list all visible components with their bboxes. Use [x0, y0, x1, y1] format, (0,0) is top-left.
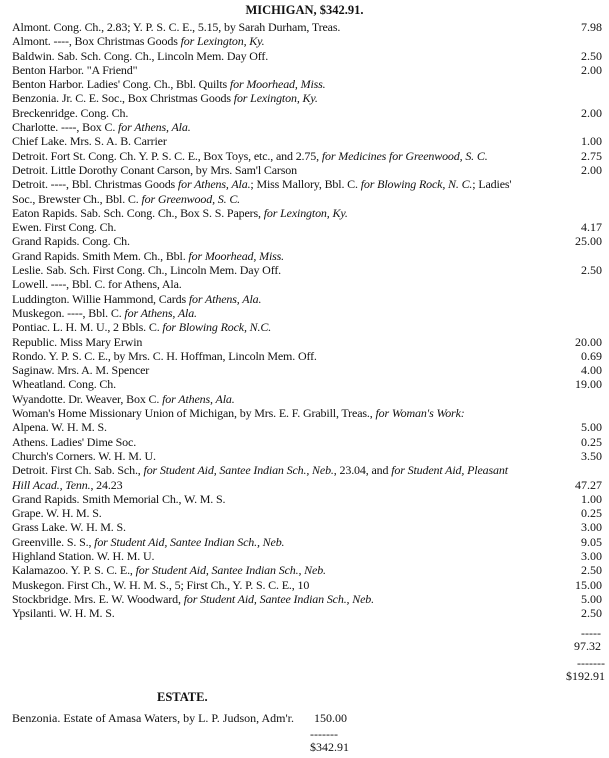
entry-text: Athens. Ladies' Dime Soc. — [12, 434, 137, 449]
entry-text: Chief Lake. Mrs. S. A. B. Carrier — [12, 134, 167, 149]
entry-text: Detroit. Fort St. Cong. Ch. Y. P. S. C. E., Box Toys, etc., and 2.75, for Medicines for Greenwood, S. C. — [12, 148, 488, 163]
entry-text: Muskegon. First Ch., W. H. M. S., 5; First Ch., Y. P. S. C. E., 10 — [12, 577, 310, 592]
entry-text: Breckenridge. Cong. Ch. — [12, 105, 129, 120]
entry-text: Pontiac. L. H. M. U., 2 Bbls. C. for Blowing Rock, N.C. — [12, 320, 272, 335]
section-heading: MICHIGAN, $342.91. — [245, 3, 364, 17]
entry-row — [12, 163, 602, 177]
entry-amount: 2.00 — [581, 162, 602, 177]
entry-amount: 3.00 — [581, 548, 602, 563]
entry-row — [12, 492, 602, 506]
entry-row — [12, 449, 602, 463]
entry-text: Baldwin. Sab. Sch. Cong. Ch., Lincoln Mem. Day Off. — [12, 48, 269, 63]
entry-row — [12, 292, 602, 306]
entry-amount: 4.17 — [581, 220, 602, 235]
entry-row — [12, 120, 602, 134]
entry-text: Leslie. Sab. Sch. First Cong. Ch., Lincoln Mem. Day Off. — [12, 263, 282, 278]
entry-text: Detroit. ----, Bbl. Christmas Goods for Athens, Ala.; Miss Mallory, Bbl. C. for Blowing Rock, N. C.; Ladies' Soc., Brewster Ch., Bbl. C. for Greenwood, S. C. — [12, 177, 512, 206]
entry-text: Detroit. First Ch. Sab. Sch., for Student Aid, Santee Indian Sch., Neb., 23.04, and for Student Aid, Pleasant Hill Acad., Tenn., 24.23 — [12, 463, 508, 492]
entry-text: Grand Rapids. Smith Mem. Ch., Bbl. for Moorhead, Miss. — [12, 248, 285, 263]
entry-row — [12, 263, 602, 277]
entry-text: Eaton Rapids. Sab. Sch. Cong. Ch., Box S. S. Papers, for Lexington, Ky. — [12, 205, 348, 220]
estate-heading: ESTATE. — [157, 690, 208, 704]
entry-text: Saginaw. Mrs. A. M. Spencer — [12, 363, 150, 378]
entry-amount: 2.50 — [581, 606, 602, 621]
entry-row — [12, 206, 602, 220]
entry-row — [12, 134, 602, 148]
entry-row — [12, 335, 602, 349]
entry-amount: 3.00 — [581, 520, 602, 535]
entry-row — [12, 63, 602, 77]
entry-row — [12, 277, 602, 291]
entry-amount: 2.00 — [581, 62, 602, 77]
entry-text: Benton Harbor. "A Friend" — [12, 62, 138, 77]
estate-total: $342.91 — [310, 740, 349, 754]
entry-row — [12, 234, 602, 248]
entry-row — [12, 506, 602, 520]
entry-row — [12, 463, 602, 492]
entry-text: Kalamazoo. Y. P. S. C. E., for Student Aid, Santee Indian Sch., Neb. — [12, 563, 326, 578]
entry-row — [12, 606, 602, 620]
entry-amount: 9.05 — [581, 534, 602, 549]
entry-amount: 0.69 — [581, 348, 602, 363]
entry-text: Highland Station. W. H. M. U. — [12, 548, 155, 563]
entry-amount: 1.00 — [581, 134, 602, 149]
estate-entry-amount: 150.00 — [314, 711, 347, 725]
entry-text: Rondo. Y. P. S. C. E., by Mrs. C. H. Hoffman, Lincoln Mem. Off. — [12, 348, 317, 363]
entry-amount: 5.00 — [581, 591, 602, 606]
entry-text: Grass Lake. W. H. M. S. — [12, 520, 126, 535]
entry-amount: 3.50 — [581, 448, 602, 463]
entry-row — [12, 106, 602, 120]
entry-row — [12, 592, 602, 606]
entry-text: Grand Rapids. Cong. Ch. — [12, 234, 130, 249]
entry-amount: 0.25 — [581, 434, 602, 449]
entry-text: Almont. Cong. Ch., 2.83; Y. P. S. C. E., 5.15, by Sarah Durham, Treas. — [12, 20, 341, 34]
entry-amount: 2.75 — [581, 148, 602, 163]
entry-row — [12, 249, 602, 263]
subtotal-dash: ----- — [581, 626, 601, 640]
entry-row — [12, 363, 602, 377]
entry-row — [12, 520, 602, 534]
entry-text: Ewen. First Cong. Ch. — [12, 220, 117, 235]
estate-dash: ------- — [310, 727, 338, 741]
entry-amount: 2.50 — [581, 263, 602, 278]
entry-row — [12, 549, 602, 563]
entry-amount: 2.50 — [581, 563, 602, 578]
entry-text: Muskegon. ----, Bbl. C. for Athens, Ala. — [12, 305, 197, 320]
contribution-list — [12, 20, 602, 620]
entry-text: Stockbridge. Mrs. E. W. Woodward, for Student Aid, Santee Indian Sch., Neb. — [12, 591, 374, 606]
entry-text: Charlotte. ----, Box C. for Athens, Ala. — [12, 120, 191, 135]
entry-row — [12, 420, 602, 434]
entry-row — [12, 177, 602, 206]
entry-text: Wheatland. Cong. Ch. — [12, 377, 116, 392]
entry-amount: 4.00 — [581, 363, 602, 378]
entry-text: Benzonia. Jr. C. E. Soc., Box Christmas Goods for Lexington, Ky. — [12, 91, 318, 106]
entry-row — [12, 435, 602, 449]
entry-text: Woman's Home Missionary Union of Michigan, by Mrs. E. F. Grabill, Treas., for Woman's Work: — [12, 406, 465, 421]
entry-row — [12, 377, 602, 391]
grand-total: $192.91 — [566, 669, 605, 683]
entry-text: Almont. ----, Box Christmas Goods for Lexington, Ky. — [12, 34, 265, 49]
entry-text: Detroit. Little Dorothy Conant Carson, by Mrs. Sam'l Carson — [12, 162, 297, 177]
entry-row — [12, 306, 602, 320]
entry-text: Benton Harbor. Ladies' Cong. Ch., Bbl. Quilts for Moorhead, Miss. — [12, 77, 326, 92]
total-dash: ------- — [577, 656, 605, 670]
entry-text: Luddington. Willie Hammond, Cards for Athens, Ala. — [12, 291, 262, 306]
subtotal: 97.32 — [574, 639, 601, 653]
entry-row — [12, 578, 602, 592]
entry-row — [12, 406, 602, 420]
entry-row — [12, 20, 602, 34]
entry-text: Greenville. S. S., for Student Aid, Santee Indian Sch., Neb. — [12, 534, 285, 549]
entry-amount: 15.00 — [575, 577, 602, 592]
entry-text: Lowell. ----, Bbl. C. for Athens, Ala. — [12, 277, 182, 292]
entry-amount: 20.00 — [575, 334, 602, 349]
entry-amount: 19.00 — [575, 377, 602, 392]
entry-text: Church's Corners. W. H. M. U. — [12, 448, 156, 463]
entry-text: Wyandotte. Dr. Weaver, Box C. for Athens, Ala. — [12, 391, 235, 406]
entry-row — [12, 49, 602, 63]
entry-amount: 2.00 — [581, 105, 602, 120]
entry-row — [12, 320, 602, 334]
entry-amount: 47.27 — [575, 477, 602, 492]
entry-text: Republic. Miss Mary Erwin — [12, 334, 143, 349]
estate-entry-text: Benzonia. Estate of Amasa Waters, by L. P. Judson, Adm'r. — [12, 711, 294, 725]
entry-row — [12, 91, 602, 105]
entry-amount: 2.50 — [581, 48, 602, 63]
entry-row — [12, 34, 602, 48]
entry-amount: 25.00 — [575, 234, 602, 249]
entry-row — [12, 535, 602, 549]
entry-amount: 7.98 — [581, 20, 602, 34]
entry-row — [12, 149, 602, 163]
entry-row — [12, 77, 602, 91]
entry-amount: 5.00 — [581, 420, 602, 435]
entry-row — [12, 220, 602, 234]
entry-amount: 0.25 — [581, 506, 602, 521]
entry-text: Grand Rapids. Smith Memorial Ch., W. M. S. — [12, 491, 226, 506]
entry-row — [12, 563, 602, 577]
entry-row — [12, 392, 602, 406]
entry-row — [12, 349, 602, 363]
entry-text: Alpena. W. H. M. S. — [12, 420, 107, 435]
entry-text: Ypsilanti. W. H. M. S. — [12, 606, 115, 621]
entry-amount: 1.00 — [581, 491, 602, 506]
entry-text: Grape. W. H. M. S. — [12, 506, 102, 521]
